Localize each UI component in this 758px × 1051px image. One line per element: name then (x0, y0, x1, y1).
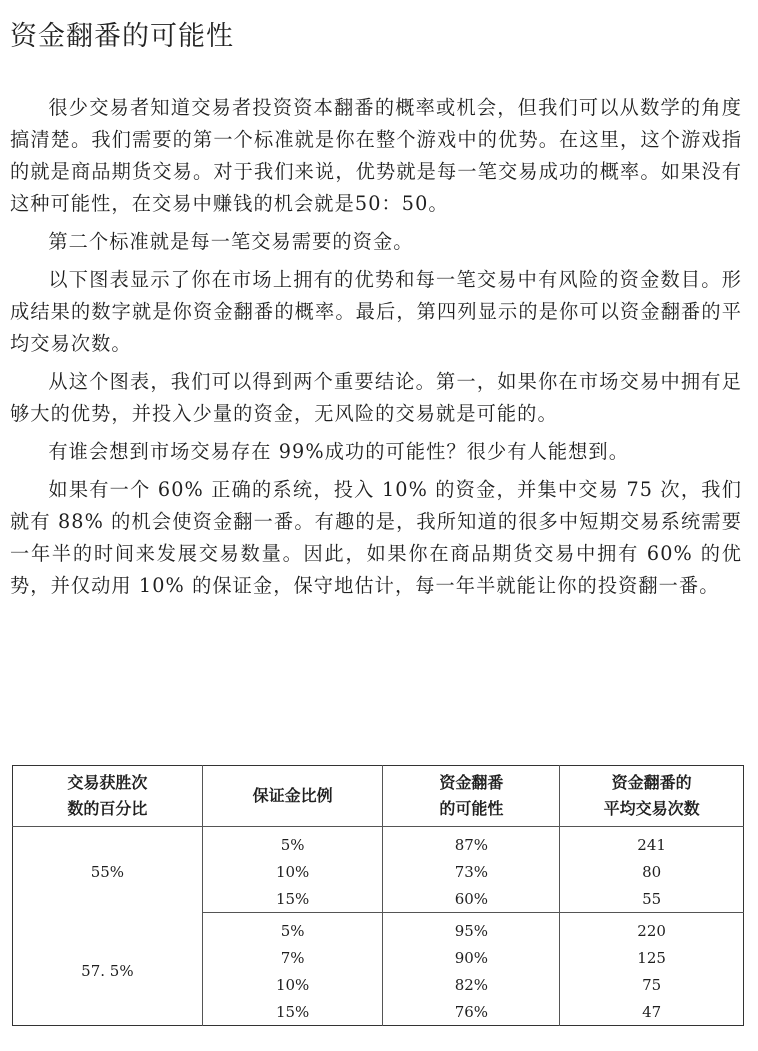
table-header-row (13, 766, 744, 827)
header-line: 的可能性 (439, 799, 504, 818)
header-line: 保证金比例 (252, 786, 333, 805)
header-line: 资金翻番 (439, 773, 504, 792)
header-line: 资金翻番的 (611, 773, 692, 792)
table-row (13, 827, 744, 859)
header-doubling-probability (383, 766, 560, 827)
probability-cell: 90% (383, 944, 560, 971)
margin-cell: 5% (202, 913, 383, 945)
paragraph: 以下图表显示了你在市场上拥有的优势和每一笔交易中有风险的资金数目。形成结果的数字就是你资金翻番的概率。最后，第四列显示的是你可以资金翻番的平均交易次数。 (10, 268, 742, 355)
header-line: 平均交易次数 (603, 799, 700, 818)
header-average-trades (560, 766, 744, 827)
margin-cell: 10% (202, 858, 383, 885)
article-body (10, 92, 742, 608)
avg-trades-cell: 220 (560, 913, 744, 945)
probability-cell: 73% (383, 858, 560, 885)
win-percentage-cell: 55% (90, 862, 125, 881)
margin-cell: 10% (202, 971, 383, 998)
header-line: 交易获胜次 (67, 773, 148, 792)
doubling-probability-table (12, 765, 744, 1026)
header-margin-ratio (202, 766, 383, 827)
avg-trades-cell: 241 (560, 827, 744, 859)
probability-cell: 60% (383, 885, 560, 913)
data-table (12, 765, 744, 1026)
probability-cell: 95% (383, 913, 560, 945)
probability-cell: 87% (383, 827, 560, 859)
page-title: 资金翻番的可能性 (10, 21, 234, 52)
paragraph: 如果有一个 60% 正确的系统，投入 10% 的资金，并集中交易 75 次，我们就有 88% 的机会使资金翻一番。有趣的是，我所知道的很多中短期交易系统需要一年半的时间来发展交易数量。因此，如果你在商品期货交易中拥有 60% 的优势，并仅动用 10% 的保证金，保守地估计，每一年半就能让你的投资翻一番。 (10, 478, 742, 597)
paragraph: 有谁会想到市场交易存在 99%成功的可能性？很少有人能想到。 (48, 440, 630, 463)
margin-cell: 15% (202, 885, 383, 913)
paragraph: 从这个图表，我们可以得到两个重要结论。第一，如果你在市场交易中拥有足够大的优势，并投入少量的资金，无风险的交易就是可能的。 (10, 370, 742, 425)
table-row (13, 913, 744, 945)
win-percentage-cell: 57. 5% (81, 961, 134, 980)
avg-trades-cell: 125 (560, 944, 744, 971)
header-win-percentage (13, 766, 203, 827)
header-line: 数的百分比 (67, 799, 148, 818)
paragraph: 第二个标准就是每一笔交易需要的资金。 (48, 230, 414, 253)
avg-trades-cell: 55 (560, 885, 744, 913)
margin-cell: 5% (202, 827, 383, 859)
paragraph: 很少交易者知道交易者投资资本翻番的概率或机会，但我们可以从数学的角度搞清楚。我们需要的第一个标准就是你在整个游戏中的优势。在这里，这个游戏指的就是商品期货交易。对于我们来说，优势就是每一笔交易成功的概率。如果没有这种可能性，在交易中赚钱的机会就是50：50。 (10, 96, 742, 215)
margin-cell: 7% (202, 944, 383, 971)
margin-cell: 15% (202, 998, 383, 1026)
probability-cell: 76% (383, 998, 560, 1026)
probability-cell: 82% (383, 971, 560, 998)
avg-trades-cell: 75 (560, 971, 744, 998)
avg-trades-cell: 47 (560, 998, 744, 1026)
avg-trades-cell: 80 (560, 858, 744, 885)
